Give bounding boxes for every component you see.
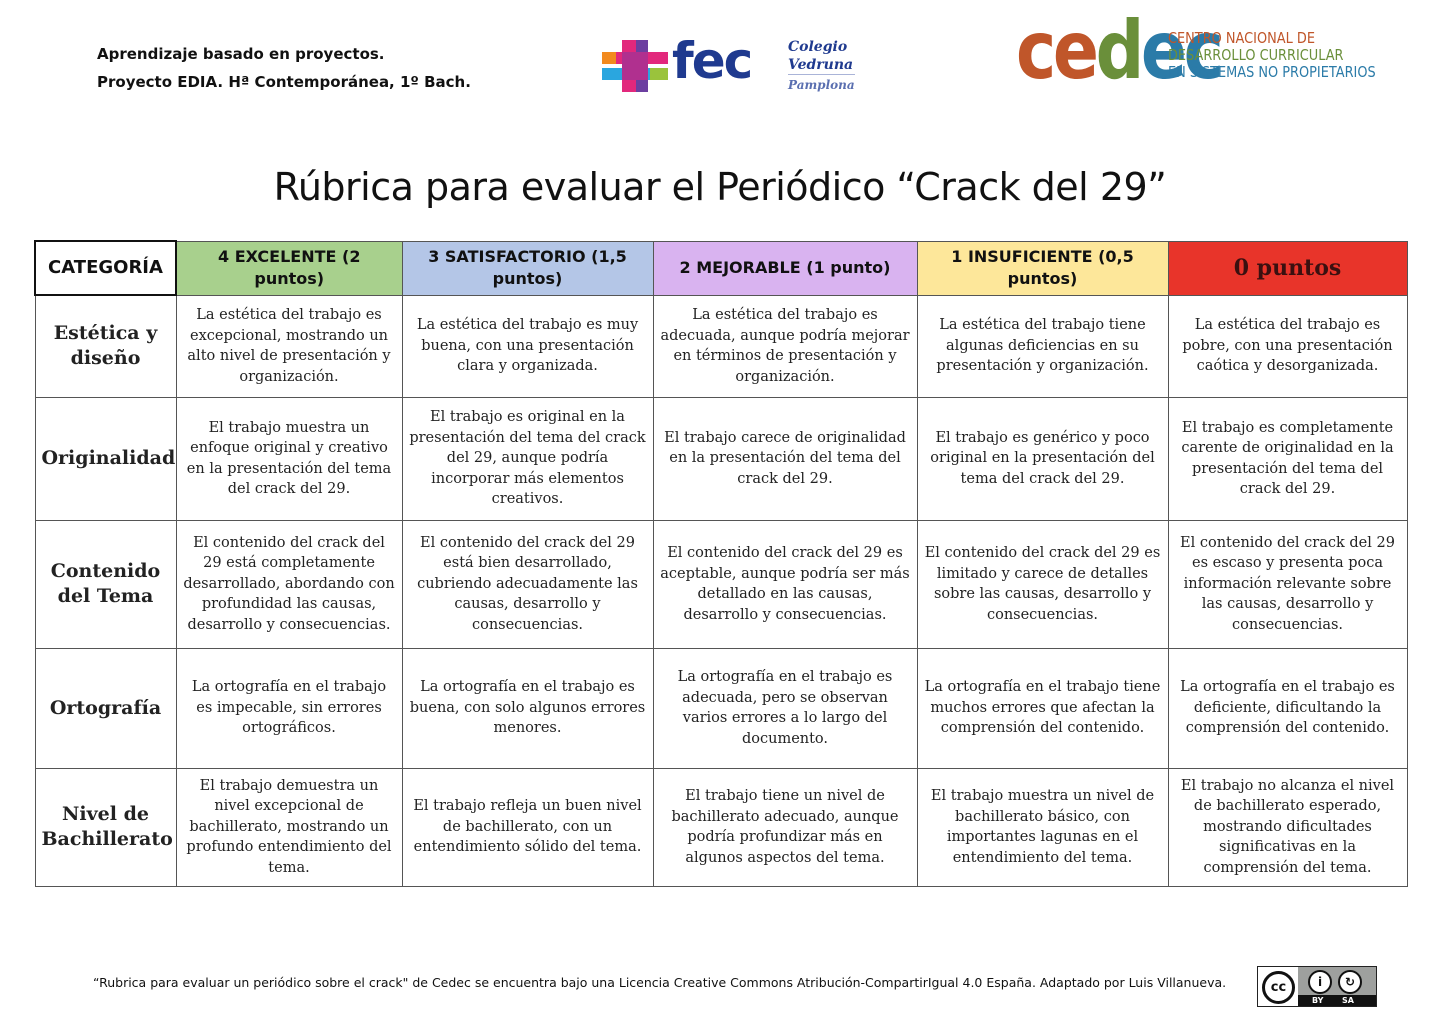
header-mejorable: 2 MEJORABLE (1 punto) (653, 241, 917, 295)
table-cell: El contenido del crack del 29 está bien desarrollado, cubriendo adecuadamente las causas, desarrollo y consecuencias. (402, 520, 653, 648)
colegio-vedruna-logo (788, 38, 858, 94)
table-cell: El contenido del crack del 29 es limitado y carece de detalles sobre las causas, desarrollo y consecuencias. (917, 520, 1168, 648)
header-line-2: Proyecto EDIA. Hª Contemporánea, 1º Bach. (97, 73, 471, 91)
vedruna-label: Vedruna (788, 57, 854, 73)
table-row (35, 648, 1407, 768)
table-cell: El trabajo refleja un buen nivel de bachillerato, con un entendimiento sólido del tema. (402, 768, 653, 886)
table-row (35, 397, 1407, 520)
table-cell: La estética del trabajo es adecuada, aunque podría mejorar en términos de presentación y organización. (653, 295, 917, 397)
table-cell: La ortografía en el trabajo es impecable, sin errores ortográficos. (176, 648, 402, 768)
share-alike-icon: ↻ (1338, 970, 1362, 994)
table-cell: El trabajo carece de originalidad en la presentación del tema del crack del 29. (653, 397, 917, 520)
sa-label: SA (1342, 996, 1354, 1005)
cedec-logo-icon: cedec (1016, 4, 1221, 97)
rubric-table (34, 240, 1408, 887)
table-cell: La ortografía en el trabajo es buena, con solo algunos errores menores. (402, 648, 653, 768)
table-row (35, 295, 1407, 397)
cedec-sub-line-1: CENTRO NACIONAL DE (1168, 29, 1315, 47)
table-cell: El trabajo muestra un enfoque original y creativo en la presentación del tema del crack del 29. (176, 397, 402, 520)
pamplona-label: Pamplona (788, 74, 855, 94)
table-header-row (35, 241, 1407, 295)
header-categoria: CATEGORÍA (35, 241, 176, 295)
cedec-subtitle (1168, 30, 1376, 81)
row-category: Nivel de Bachillerato (35, 768, 176, 886)
table-cell: El contenido del crack del 29 está completamente desarrollado, abordando con profundidad las causas, desarrollo y consecuencias. (176, 520, 402, 648)
table-cell: La estética del trabajo tiene algunas deficiencias en su presentación y organización. (917, 295, 1168, 397)
table-cell: El trabajo es completamente carente de originalidad en la presentación del tema del crack del 29. (1168, 397, 1407, 520)
cedec-sub-line-2: DESARROLLO CURRICULAR (1168, 46, 1344, 64)
row-category: Ortografía (35, 648, 176, 768)
table-cell: La ortografía en el trabajo es adecuada, pero se observan varios errores a lo largo del documento. (653, 648, 917, 768)
table-cell: El trabajo es original en la presentación del tema del crack del 29, aunque podría incorporar más elementos creativos. (402, 397, 653, 520)
colegio-label: Colegio (788, 39, 848, 55)
cc-icon: cc (1262, 971, 1295, 1004)
license-footer: “Rubrica para evaluar un periódico sobre el crack" de Cedec se encuentra bajo una Licencia Creative Commons Atribución-CompartirIgual 4.0 España. Adaptado por Luis Villanueva. (93, 975, 1227, 990)
table-cell: El trabajo es genérico y poco original en la presentación del tema del crack del 29. (917, 397, 1168, 520)
table-cell: El trabajo tiene un nivel de bachillerato adecuado, aunque podría profundizar más en algunos aspectos del tema. (653, 768, 917, 886)
header-satisfactorio: 3 SATISFACTORIO (1,5 puntos) (402, 241, 653, 295)
header-text (97, 40, 471, 96)
fec-wordmark: fec (672, 32, 752, 90)
table-cell: La ortografía en el trabajo es deficiente, dificultando la comprensión del contenido. (1168, 648, 1407, 768)
table-cell: El contenido del crack del 29 es escaso y presenta poca información relevante sobre las causas, desarrollo y consecuencias. (1168, 520, 1407, 648)
header-line-1: Aprendizaje basado en proyectos. (97, 45, 385, 63)
header-insuficiente: 1 INSUFICIENTE (0,5 puntos) (917, 241, 1168, 295)
row-category: Estética y diseño (35, 295, 176, 397)
table-cell: El contenido del crack del 29 es aceptable, aunque podría ser más detallado en las causas, desarrollo y consecuencias. (653, 520, 917, 648)
table-cell: La ortografía en el trabajo tiene muchos errores que afectan la comprensión del contenido. (917, 648, 1168, 768)
table-cell: La estética del trabajo es pobre, con una presentación caótica y desorganizada. (1168, 295, 1407, 397)
table-cell: La estética del trabajo es muy buena, con una presentación clara y organizada. (402, 295, 653, 397)
cedec-sub-line-3: EN SISTEMAS NO PROPIETARIOS (1168, 63, 1376, 81)
row-category: Contenido del Tema (35, 520, 176, 648)
table-row (35, 768, 1407, 886)
header-excelente: 4 EXCELENTE (2 puntos) (176, 241, 402, 295)
creative-commons-by-sa-icon[interactable] (1257, 966, 1377, 1007)
table-cell: El trabajo no alcanza el nivel de bachillerato esperado, mostrando dificultades significativas en la comprensión del tema. (1168, 768, 1407, 886)
table-row (35, 520, 1407, 648)
table-cell: El trabajo muestra un nivel de bachillerato básico, con importantes lagunas en el entendimiento del tema. (917, 768, 1168, 886)
table-cell: El trabajo demuestra un nivel excepcional de bachillerato, mostrando un profundo entendimiento del tema. (176, 768, 402, 886)
page-title: Rúbrica para evaluar el Periódico “Crack del 29” (273, 165, 1167, 209)
attribution-icon: i (1308, 970, 1332, 994)
row-category: Originalidad (35, 397, 176, 520)
by-label: BY (1312, 996, 1324, 1005)
header-cero-puntos: 0 puntos (1168, 241, 1407, 295)
table-cell: La estética del trabajo es excepcional, mostrando un alto nivel de presentación y organización. (176, 295, 402, 397)
